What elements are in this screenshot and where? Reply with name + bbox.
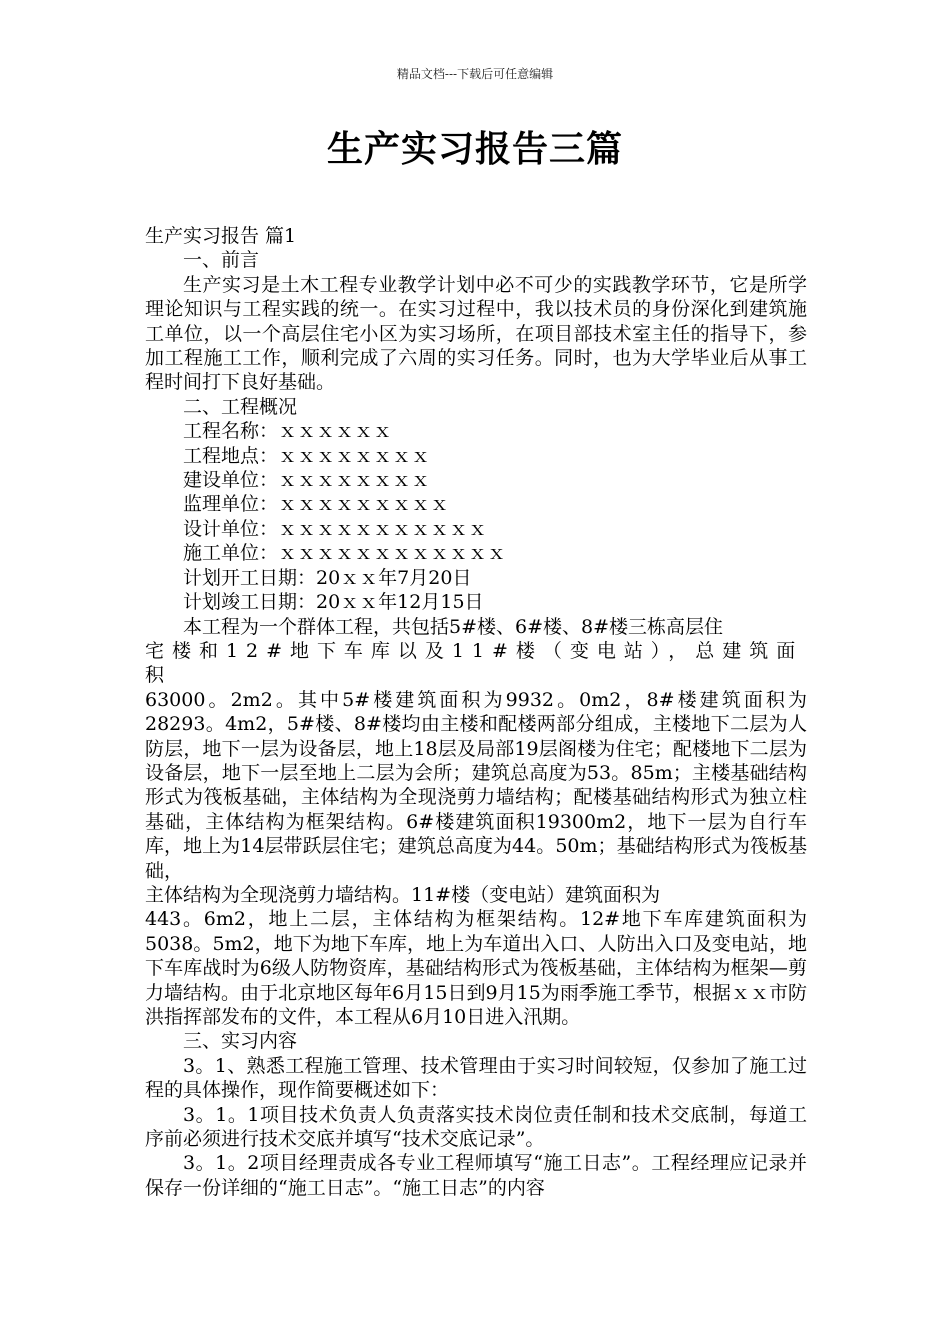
header-note: 精品文档---下载后可任意编辑 [396, 67, 554, 81]
body-paragraph: 3。1。2项目经理责成各专业工程师填写“施工日志”。工程经理应记录并保存一份详细的“施工日志”。“施工日志”的内容 [145, 1152, 807, 1199]
body-paragraph: 3。1。1项目技术负责人负责落实技术岗位责任制和技术交底制，每道工序前必须进行技术交底并填写“技术交底记录”。 [145, 1103, 807, 1151]
overview-paragraph: 63000。2m2。其中5#楼建筑面积为9932。0m2，8#楼建筑面积为28293。4m2，5#楼、8#楼均由主楼和配楼两部分组成，主楼地下二层为人防层，地下一层为设备层，地上18层及局部19层阁楼为住宅；配楼地下二层为设备层，地下一层至地上二层为会所；建筑总高度为53。85m；主楼基础结构形式为筏板基础，主体结构为全现浇剪力墙结构；配楼基础结构形式为独立柱基础，主体结构为框架结构。6#楼建筑面积19300m2，地下一层为自行车库，地上为14层带跃层住宅；建筑总高度为44。50m；基础结构形式为筏板基础， [145, 688, 807, 882]
overview-line-spaced: 宅楼和12#地下车库以及11#楼（变电站），总建筑面积 [145, 639, 804, 687]
overview-line: 本工程为一个群体工程，共包括5#楼、6#楼、8#楼三栋高层住 [183, 615, 724, 638]
body-paragraph: 3。1、熟悉工程施工管理、技术管理由于实习时间较短，仅参加了施工过程的具体操作，现作简要概述如下： [145, 1054, 807, 1102]
subsection-heading: 一、前言 [183, 249, 260, 272]
overview-line: 主体结构为全现浇剪力墙结构。11#楼（变电站）建筑面积为 [145, 883, 661, 906]
section-heading: 生产实习报告 篇1 [145, 225, 297, 247]
document-title: 生产实习报告三篇 [326, 129, 623, 170]
project-location-line: 工程地点：ｘｘｘｘｘｘｘｘ [183, 444, 431, 467]
contractor-line: 施工单位：ｘｘｘｘｘｘｘｘｘｘｘｘ [183, 542, 507, 565]
subsection-heading: 三、实习内容 [183, 1030, 298, 1053]
document-body [145, 224, 807, 1200]
planned-finish-line: 计划竣工日期：20ｘｘ年12月15日 [183, 591, 484, 614]
project-name-line: 工程名称：ｘｘｘｘｘｘ [183, 420, 393, 443]
supervisor-line: 监理单位：ｘｘｘｘｘｘｘｘｘ [183, 493, 450, 516]
planned-start-line: 计划开工日期：20ｘｘ年7月20日 [183, 566, 472, 589]
body-paragraph: 生产实习是土木工程专业教学计划中必不可少的实践教学环节，它是所学理论知识与工程实践的统一。在实习过程中，我以技术员的身份深化到建筑施工单位，以一个高层住宅小区为实习场所，在项目部技术室主任的指导下，参加工程施工工作，顺利完成了六周的实习任务。同时，也为大学毕业后从事工程时间打下良好基础。 [145, 273, 807, 394]
client-line: 建设单位：ｘｘｘｘｘｘｘｘ [183, 469, 431, 492]
subsection-heading: 二、工程概况 [183, 395, 298, 418]
overview-paragraph: 443。6m2，地上二层，主体结构为框架结构。12#地下车库建筑面积为5038。5m2，地下为地下车库，地上为车道出入口、人防出入口及变电站，地下车库战时为6级人防物资库，基础结构形式为筏板基础，主体结构为框架—剪力墙结构。由于北京地区每年6月15日到9月15为雨季施工季节，根据ｘｘ市防洪指挥部发布的文件，本工程从6月10日进入汛期。 [145, 908, 807, 1028]
designer-line: 设计单位：ｘｘｘｘｘｘｘｘｘｘｘ [183, 517, 488, 540]
